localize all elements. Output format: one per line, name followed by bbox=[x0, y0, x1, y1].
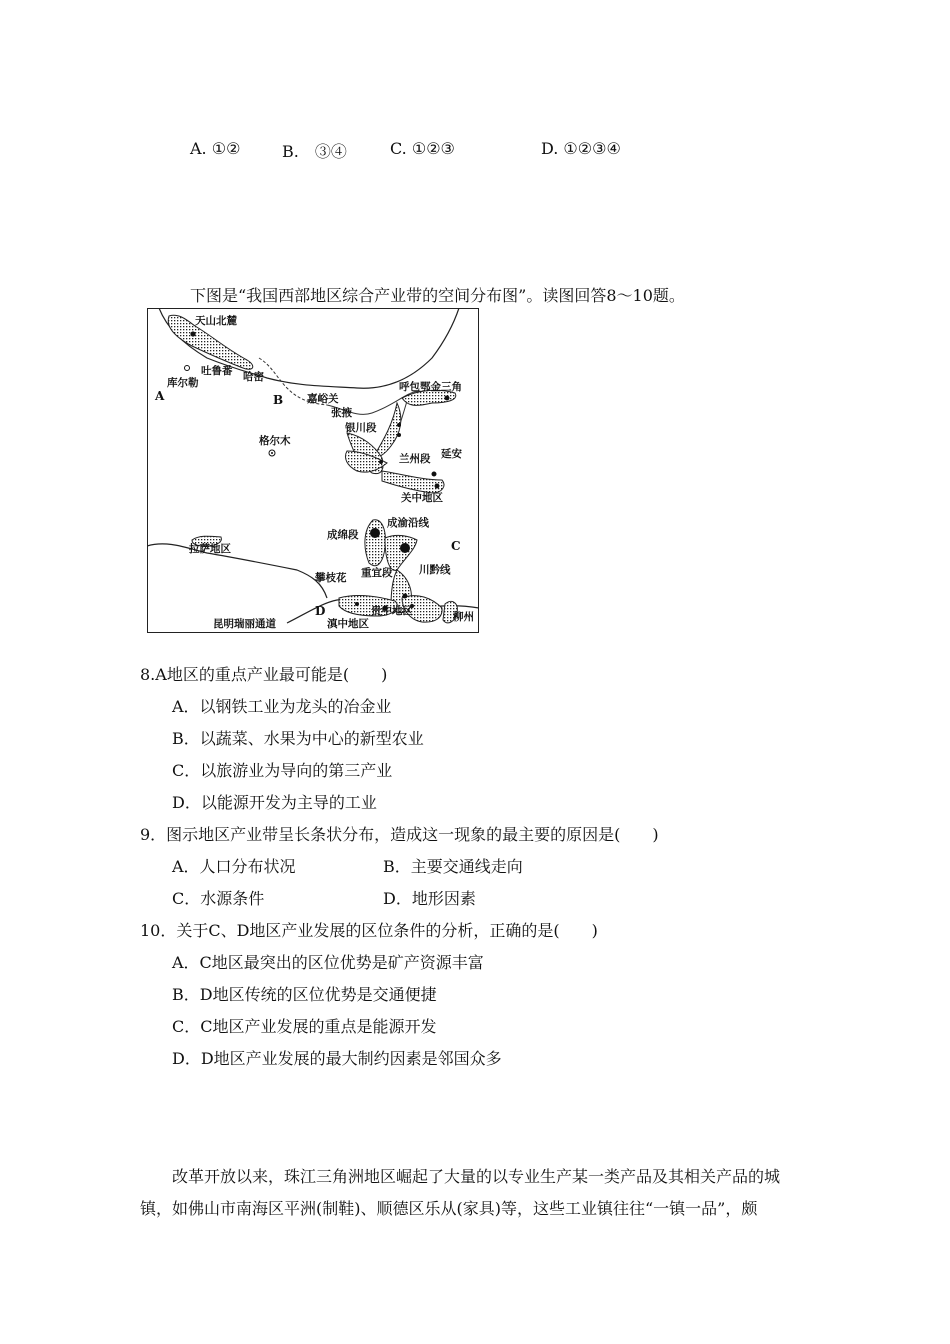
label-baotou: 呼包鄂金三角 bbox=[399, 381, 462, 393]
q9-option-a: A．人口分布状况 bbox=[172, 857, 296, 876]
prev-option-b: B. ③④ bbox=[282, 142, 347, 161]
q9-option-d: D．地形因素 bbox=[383, 889, 476, 908]
label-B: B bbox=[273, 393, 284, 407]
q8-option-a: A．以钢铁工业为龙头的冶金业 bbox=[172, 697, 392, 716]
western-industry-map bbox=[147, 308, 479, 633]
q8-option-b: B．以蔬菜、水果为中心的新型农业 bbox=[172, 729, 424, 748]
label-tianshan: 天山北麓 bbox=[195, 315, 237, 327]
label-chongyi: 重宜段 bbox=[361, 567, 393, 579]
label-jiayuguan: 嘉峪关 bbox=[307, 393, 339, 405]
q10-stem: 10．关于C、D地区产业发展的区位条件的分析，正确的是( ) bbox=[140, 921, 598, 940]
label-lanzhou: 兰州段 bbox=[399, 453, 431, 465]
q9-option-c: C．水源条件 bbox=[172, 889, 265, 908]
q10-option-a: A．C地区最突出的区位优势是矿产资源丰富 bbox=[172, 953, 484, 972]
q10-option-b: B．D地区传统的区位优势是交通便捷 bbox=[172, 985, 437, 1004]
q9-option-b: B．主要交通线走向 bbox=[383, 857, 523, 876]
intro-text: 下图是“我国西部地区综合产业带的空间分布图”。读图回答8～10题。 bbox=[190, 286, 685, 305]
prev-option-d: D. ①②③④ bbox=[541, 139, 621, 158]
q9-stem: 9．图示地区产业带呈长条状分布，造成这一现象的最主要的原因是( ) bbox=[140, 825, 659, 844]
label-tulufan: 吐鲁番 bbox=[201, 365, 233, 377]
label-chengmian: 成绵段 bbox=[327, 529, 359, 541]
label-yinchuan: 银川段 bbox=[345, 422, 377, 434]
passage-line-2: 镇，如佛山市南海区平洲(制鞋)、顺德区乐从(家具)等，这些工业镇往往“一镇一品”，颇 bbox=[140, 1199, 758, 1218]
label-geermu: 格尔木 bbox=[259, 435, 291, 447]
label-A: A bbox=[155, 389, 165, 403]
label-liuzhou: 柳州 bbox=[453, 611, 474, 623]
q8-option-d: D．以能源开发为主导的工业 bbox=[172, 793, 377, 812]
label-kunming: 昆明瑞丽通道 bbox=[213, 618, 276, 630]
passage-line-1: 改革开放以来，珠江三角洲地区崛起了大量的以专业生产某一类产品及其相关产品的城 bbox=[172, 1167, 781, 1186]
q8-option-c: C．以旅游业为导向的第三产业 bbox=[172, 761, 393, 780]
prev-option-a: A. ①② bbox=[190, 139, 241, 158]
label-zhangye: 张掖 bbox=[331, 407, 352, 419]
label-hami: 哈密 bbox=[243, 371, 264, 383]
label-lasa: 拉萨地区 bbox=[189, 543, 231, 555]
label-D: D bbox=[315, 604, 326, 618]
label-chuanqian: 川黔线 bbox=[419, 564, 451, 576]
q10-option-c: C．C地区产业发展的重点是能源开发 bbox=[172, 1017, 437, 1036]
label-C: C bbox=[451, 539, 461, 553]
prev-option-c: C. ①②③ bbox=[390, 139, 455, 158]
label-panzhihua: 攀枝花 bbox=[315, 572, 347, 584]
label-chengyu: 成渝沿线 bbox=[387, 517, 429, 529]
q8-stem: 8.A地区的重点产业最可能是( ) bbox=[140, 665, 388, 684]
label-yanan: 延安 bbox=[441, 448, 462, 460]
label-guanzhong: 关中地区 bbox=[401, 492, 443, 504]
label-guizhong: 贵中地区 bbox=[371, 605, 413, 617]
label-kuerle: 库尔勒 bbox=[167, 377, 199, 389]
label-dianzhong: 滇中地区 bbox=[327, 618, 369, 630]
q10-option-d: D．D地区产业发展的最大制约因素是邻国众多 bbox=[172, 1049, 502, 1068]
